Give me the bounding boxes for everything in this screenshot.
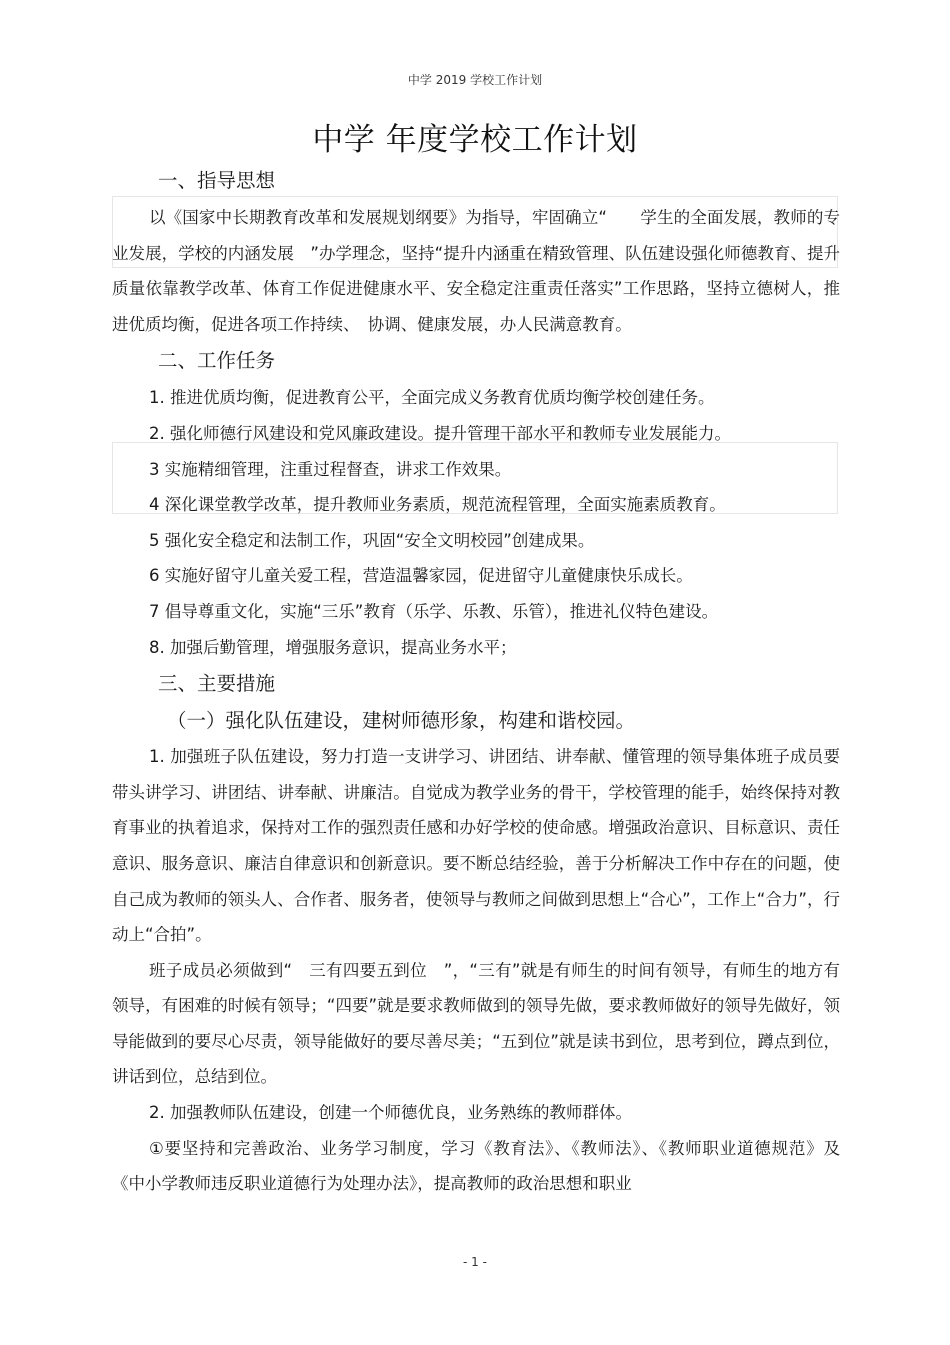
subsection-heading: （一）强化队伍建设，建树师德形象，构建和谐校园。 xyxy=(167,709,636,733)
section-heading-work-tasks: 二、工作任务 xyxy=(158,349,276,373)
running-header: 中学 2019 学校工作计划 xyxy=(407,73,543,87)
section-heading-main-measures: 三、主要措施 xyxy=(158,672,276,696)
task-item: 2. 强化师德行风建设和党风廉政建设。提升管理干部水平和教师专业发展能力。 xyxy=(149,423,731,443)
task-item: 5 强化安全稳定和法制工作，巩固“安全文明校园”创建成果。 xyxy=(149,530,595,550)
paragraph-leadership-team: 1. 加强班子队伍建设，努力打造一支讲学习、讲团结、讲奉献、懂管理的领导集体班子成员要带头讲学习、讲团结、讲奉献、讲廉洁。自觉成为教学业务的骨干，学校管理的能手，始终保持对教育事业的执着追求，保持对工作的强烈责任感和办好学校的使命感。增强政治意识、目标意识、责任意识、服务意识、廉洁自律意识和创新意识。要不断总结经验，善于分析解决工作中存在的问题，使自己成为教师的领头人、合作者、服务者，使领导与教师之间做到思想上“合心”，工作上“合力”，行动上“合拍”。 xyxy=(112,747,840,945)
task-item: 4 深化课堂教学改革，提升教师业务素质，规范流程管理，全面实施素质教育。 xyxy=(149,495,726,515)
section-heading-guiding-ideology: 一、指导思想 xyxy=(158,169,276,192)
task-item: 3 实施精细管理，注重过程督查，讲求工作效果。 xyxy=(149,459,512,479)
paragraph-guiding-ideology: 以《国家中长期教育改革和发展规划纲要》为指导，牢固确立“ 学生的全面发展，教师的专业发展，学校的内涵发展 ”办学理念，坚持“提升内涵重在精致管理、队伍建设强化师德教育、提升质量依靠教学改革、体育工作促进健康水平、安全稳定注重责任落实”工作思路，坚持立德树人，推进优质均衡，促进各项工作持续、 协调、健康发展，办人民满意教育。 xyxy=(112,208,840,334)
task-item: 1. 推进优质均衡，促进教育公平，全面完成义务教育优质均衡学校创建任务。 xyxy=(149,388,715,408)
document-body xyxy=(112,162,840,1202)
document-title: 中学 年度学校工作计划 xyxy=(312,122,638,158)
paragraph-three-four-five: 班子成员必须做到“ 三有四要五到位 ”，“三有”就是有师生的时间有领导，有师生的地方有领导，有困难的时候有领导；“四要”就是要求教师做到的领导先做，要求教师做好的领导先做好，领导能做到的要尽心尽责，领导能做好的要尽善尽美；“五到位”就是读书到位，思考到位，蹲点到位，讲话到位，总结到位。 xyxy=(112,960,840,1087)
task-item: 7 倡导尊重文化，实施“三乐”教育（乐学、乐教、乐管），推进礼仪特色建设。 xyxy=(149,601,719,621)
task-item: 6 实施好留守儿童关爱工程，营造温馨家园，促进留守儿童健康快乐成长。 xyxy=(149,566,693,586)
paragraph-teacher-team: 2. 加强教师队伍建设，创建一个师德优良，业务熟练的教师群体。 xyxy=(149,1103,632,1123)
task-item: 8. 加强后勤管理，增强服务意识，提高业务水平； xyxy=(149,637,517,657)
paragraph-study-system: ①要坚持和完善政治、业务学习制度，学习《教育法》、《教师法》、《教师职业道德规范》及《中小学教师违反职业道德行为处理办法》，提高教师的政治思想和职业 xyxy=(112,1138,840,1194)
page-number: - 1 - xyxy=(463,1255,487,1269)
